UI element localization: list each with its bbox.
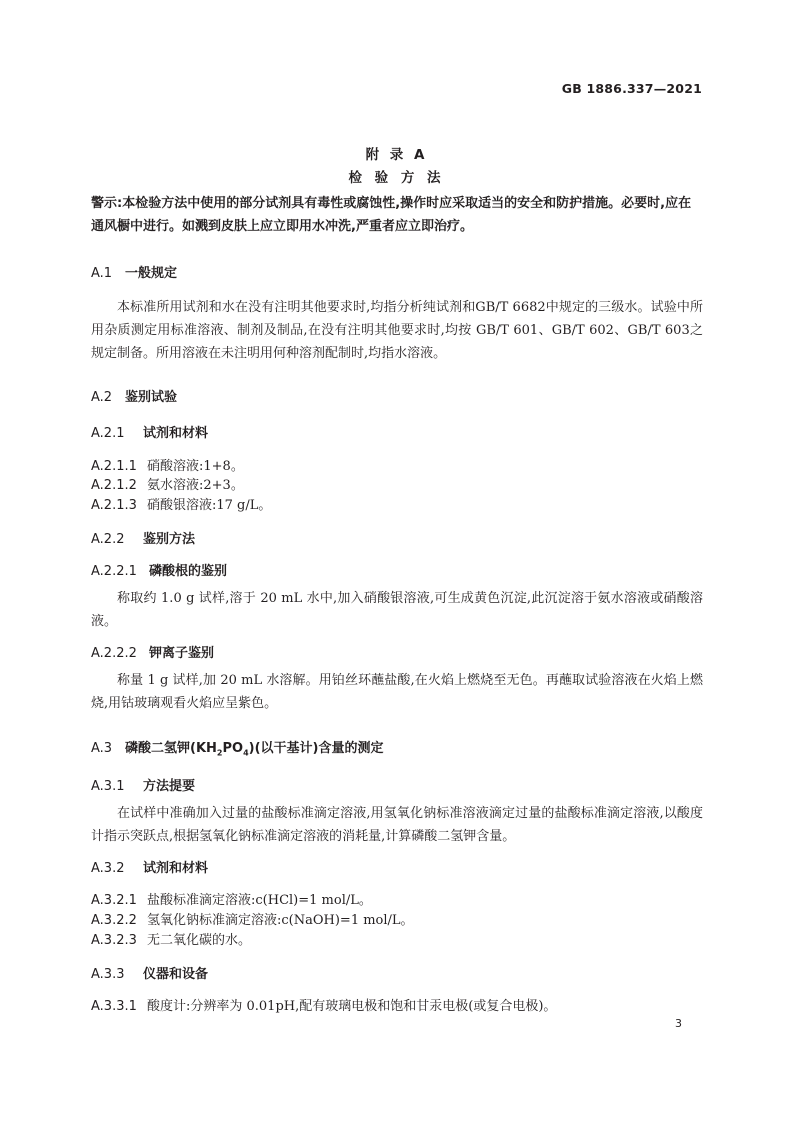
list-item <box>91 929 251 948</box>
section-title: 磷酸根的鉴别 <box>149 564 228 579</box>
item-text: 酸度计:分辨率为 0.01pH,配有玻璃电极和饱和甘汞电极(或复合电极)。 <box>147 999 557 1014</box>
section-number: A.3 <box>91 741 113 756</box>
safety-warning: 警示:本检验方法中使用的部分试剂具有毒性或腐蚀性,操作时应采取适当的安全和防护措施。必要时,应在通风橱中进行。如溅到皮肤上应立即用水冲洗,严重者应立即治疗。 <box>91 196 692 234</box>
item-text: 氨水溶液:2+3。 <box>147 478 244 493</box>
section-number: A.2.2 <box>91 532 125 547</box>
section-number: A.3.3 <box>91 967 125 982</box>
item-text: 氢氧化钠标准滴定溶液:c(NaOH)=1 mol/L。 <box>147 913 414 928</box>
section-heading-a21 <box>91 422 208 441</box>
section-number: A.3.1 <box>91 779 125 794</box>
section-title: 鉴别方法 <box>143 532 196 547</box>
section-heading-a3 <box>91 737 383 758</box>
section-a31-paragraph: 在试样中准确加入过量的盐酸标准滴定溶液,用氢氧化钠标准溶液滴定过量的盐酸标准滴定溶液,以酸度计指示突跃点,根据氢氧化钠标准滴定溶液的消耗量,计算磷酸二氢钾含量。 <box>91 806 703 844</box>
section-title: 方法提要 <box>143 779 196 794</box>
section-number: A.2.1 <box>91 426 125 441</box>
section-number: A.2 <box>91 390 113 405</box>
section-number: A.2.2.1 <box>91 564 137 579</box>
list-item <box>91 474 244 493</box>
item-number: A.2.1.1 <box>91 459 137 474</box>
section-heading-a2 <box>91 386 177 405</box>
item-number: A.3.2.2 <box>91 913 137 928</box>
section-a1-paragraph: 本标准所用试剂和水在没有注明其他要求时,均指分析纯试剂和GB/T 6682中规定的三级水。试验中所用杂质测定用标准溶液、制剂及制品,在没有注明其他要求时,均按 GB/T 601、GB/T 602、GB/T 603之规定制备。所用溶液在未注明用何种溶剂配制时,均指水溶液。 <box>91 300 703 361</box>
section-title: 磷酸二氢钾$(KH_2PO_4)$(以干基计)含量的测定 <box>125 741 384 758</box>
section-title: 试剂和材料 <box>143 426 209 441</box>
section-heading-a222 <box>91 642 214 661</box>
section-heading-a31 <box>91 775 195 794</box>
standard-number-header: GB 1886.337—2021 <box>561 81 702 96</box>
section-number: A.1 <box>91 266 113 281</box>
item-number: A.3.2.1 <box>91 893 137 908</box>
list-item <box>91 995 556 1014</box>
section-title: 鉴别试验 <box>125 390 178 405</box>
item-number: A.2.1.2 <box>91 478 137 493</box>
item-text: 无二氧化碳的水。 <box>147 933 252 948</box>
item-number: A.3.3.1 <box>91 999 137 1014</box>
item-number: A.2.1.3 <box>91 498 137 513</box>
page-number: 3 <box>675 1017 682 1030</box>
section-number: A.3.2 <box>91 861 125 876</box>
section-heading-a221 <box>91 560 227 579</box>
section-title: 一般规定 <box>125 266 178 281</box>
item-text: 硝酸溶液:1+8。 <box>147 459 244 474</box>
section-title: 试剂和材料 <box>143 861 209 876</box>
appendix-title: 附 录 A <box>365 147 428 163</box>
item-number: A.3.2.3 <box>91 933 137 948</box>
section-heading-a32 <box>91 857 208 876</box>
item-text: 盐酸标准滴定溶液:c(HCl)=1 mol/L。 <box>147 893 372 908</box>
list-item <box>91 494 271 513</box>
list-item <box>91 889 372 908</box>
section-number: A.2.2.2 <box>91 646 137 661</box>
list-item <box>91 909 414 928</box>
section-heading-a1 <box>91 262 177 281</box>
section-title: 钾离子鉴别 <box>149 646 215 661</box>
section-heading-a33 <box>91 963 208 982</box>
appendix-subtitle: 检 验 方 法 <box>348 170 445 186</box>
list-item <box>91 455 244 474</box>
section-heading-a22 <box>91 528 195 547</box>
section-a222-paragraph: 称量 1 g 试样,加 20 mL 水溶解。用铂丝环蘸盐酸,在火焰上燃烧至无色。再蘸取试验溶液在火焰上燃烧,用钴玻璃观看火焰应呈紫色。 <box>91 673 703 711</box>
item-text: 硝酸银溶液:17 g/L。 <box>147 498 272 513</box>
section-title: 仪器和设备 <box>143 967 209 982</box>
section-a221-paragraph: 称取约 1.0 g 试样,溶于 20 mL 水中,加入硝酸银溶液,可生成黄色沉淀,此沉淀溶于氨水溶液或硝酸溶液。 <box>91 591 703 629</box>
